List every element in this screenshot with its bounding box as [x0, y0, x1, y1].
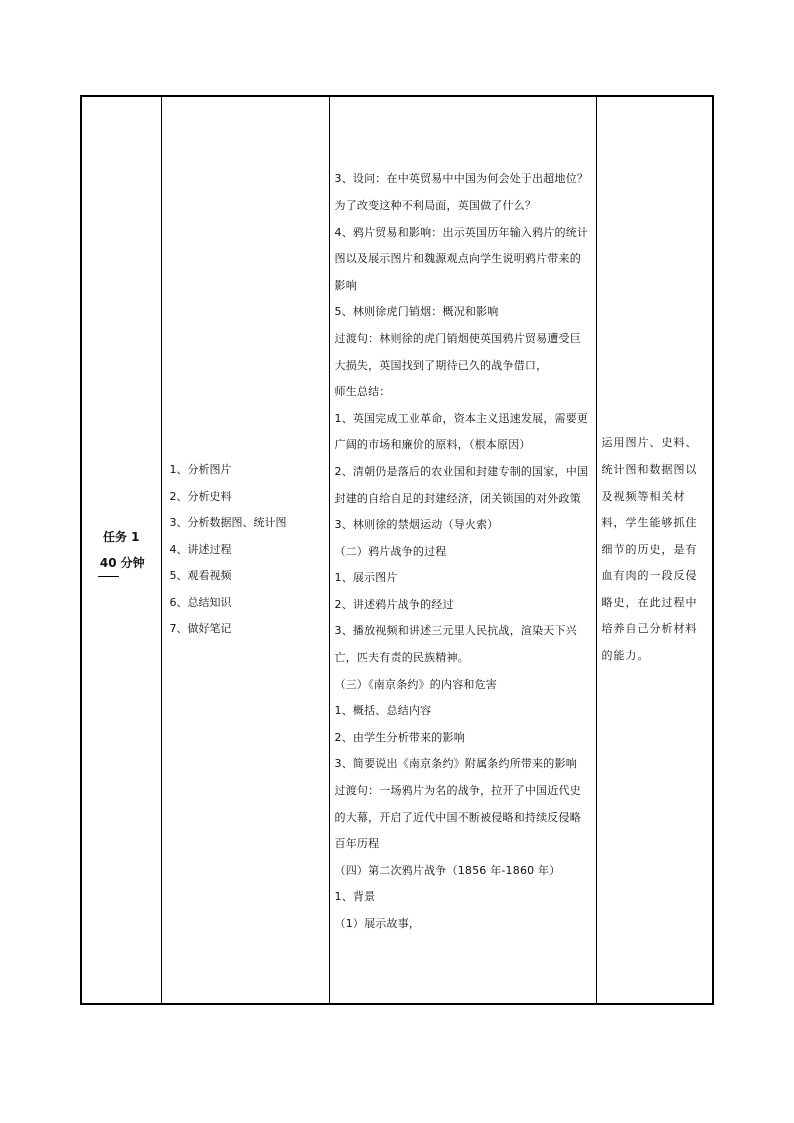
table-row: [81, 96, 713, 1004]
content-paragraph: 3、播放视频和讲述三元里人民抗战，渲染天下兴亡，匹夫有责的民族精神。: [334, 624, 577, 665]
list-item: 2、分析史料: [169, 489, 232, 503]
list-item: 7、做好笔记: [169, 622, 232, 636]
content-paragraph: 师生总结：: [334, 385, 391, 399]
task-cell: [81, 96, 161, 1004]
content-paragraph: 3、简要说出《南京条约》附属条约所带来的影响: [334, 757, 577, 771]
content-paragraph: 3、设问：在中英贸易中中国为何会处于出超地位？为了改变这种不利局面，英国做了什么？: [334, 172, 589, 212]
content-paragraph: 3、林则徐的禁烟运动（导火索）: [334, 518, 499, 532]
list-item: 3、分析数据图、统计图: [169, 516, 287, 530]
content-paragraph: 1、概括、总结内容: [334, 704, 432, 718]
teacher-content-cell: [329, 96, 596, 1004]
lesson-plan-table: [80, 95, 714, 1005]
content-paragraph: 5、林则徐虎门销烟：概况和影响: [334, 305, 499, 319]
student-activities-cell: [161, 96, 329, 1004]
task-minutes-unit: 分钟: [120, 555, 145, 570]
list-item: 4、讲述过程: [169, 542, 232, 556]
task-minutes: 40: [98, 550, 119, 577]
list-item: 5、观看视频: [169, 569, 232, 583]
content-paragraph: 1、英国完成工业革命，资本主义迅速发展，需要更广阔的市场和廉价的原料，（根本原因）: [334, 411, 589, 452]
content-paragraph: 2、清朝仍是落后的农业国和封建专制的国家，中国封建的自给自足的封建经济，闭关锁国的对外政策: [334, 464, 589, 505]
content-paragraph: （二）鸦片战争的过程: [334, 544, 447, 558]
content-paragraph: （1）展示故事，: [334, 917, 421, 931]
content-paragraph: 1、背景: [334, 890, 376, 904]
design-purpose-text: 运用图片、史料、统计图和数据图以及视频等相关材料，学生能够抓住细节的历史，是有血有肉的一段反侵略史，在此过程中培养自己分析材料的能力。: [601, 436, 698, 663]
list-item: 6、总结知识: [169, 595, 232, 609]
task-name: 任务 1: [102, 529, 140, 544]
content-paragraph: 2、讲述鸦片战争的经过: [334, 597, 454, 611]
content-paragraph: 4、鸦片贸易和影响：出示英国历年输入鸦片的统计图以及展示图片和魏源观点向学生说明鸦片带来的影响: [334, 225, 589, 292]
design-purpose-cell: [596, 96, 713, 1004]
content-paragraph: 1、展示图片: [334, 571, 398, 585]
content-paragraph: 过渡句：一场鸦片为名的战争，拉开了中国近代史的大幕，开启了近代中国不断被侵略和持续反侵略百年历程: [334, 784, 581, 851]
list-item: 1、分析图片: [169, 462, 232, 476]
content-paragraph: （三）《南京条约》的内容和危害: [334, 677, 497, 691]
content-paragraph: 过渡句：林则徐的虎门销烟使英国鸦片贸易遭受巨大损失，英国找到了期待已久的战争借口，: [334, 331, 581, 372]
content-paragraph: （四）第二次鸦片战争（1856 年-1860 年）: [334, 863, 561, 877]
content-paragraph: 2、由学生分析带来的影响: [334, 730, 465, 744]
